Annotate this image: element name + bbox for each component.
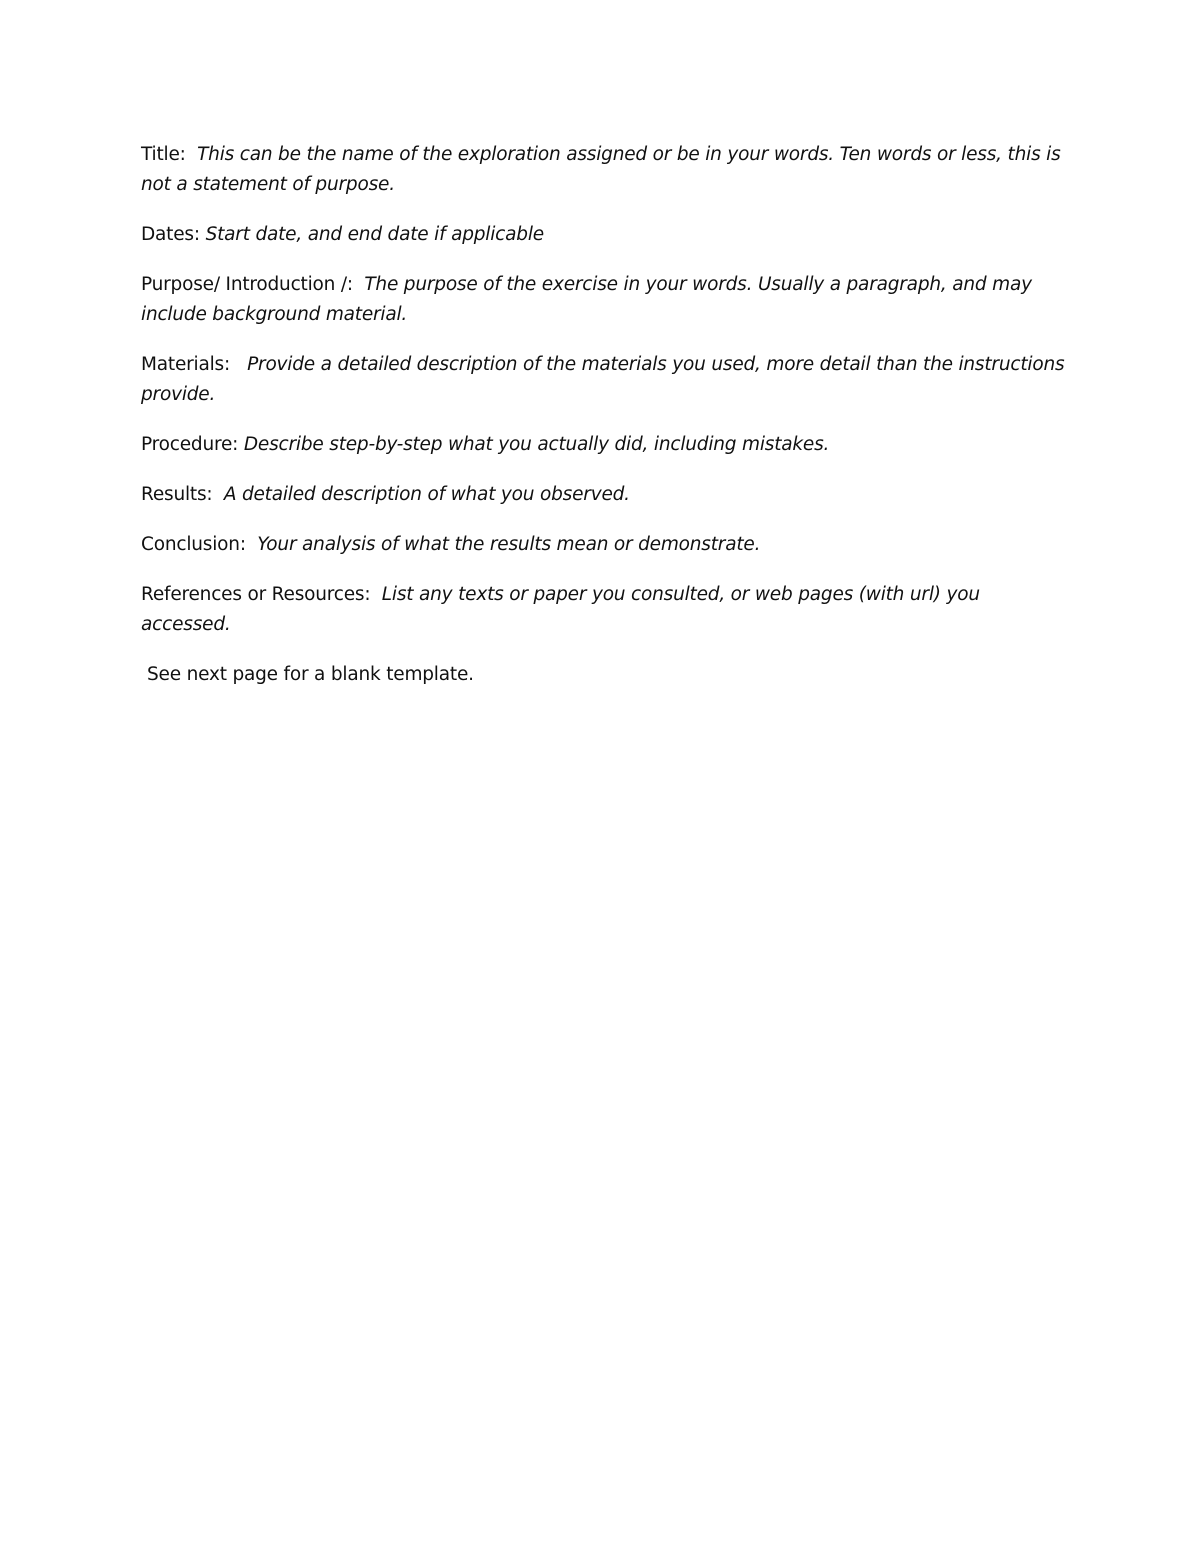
- section-description: Your analysis of what the results mean or demonstrate.: [257, 534, 761, 555]
- section-description: A detailed description of what you observed.: [223, 484, 630, 505]
- section-description: Provide a detailed description of the materials you used, more detail than the instructions provide.: [141, 354, 1065, 405]
- section-label: Conclusion:: [141, 534, 246, 555]
- section-dates: [141, 220, 1066, 250]
- section-references: [141, 580, 1066, 640]
- section-description: Start date, and end date if applicable: [205, 224, 544, 245]
- section-results: [141, 480, 1066, 510]
- section-conclusion: [141, 530, 1066, 560]
- section-title: [141, 140, 1066, 200]
- section-label: References or Resources:: [141, 584, 371, 605]
- section-materials: [141, 350, 1066, 410]
- section-description: Describe step-by-step what you actually did, including mistakes.: [243, 434, 830, 455]
- section-label: Results:: [141, 484, 213, 505]
- section-label: Title:: [141, 144, 186, 165]
- section-description: This can be the name of the exploration assigned or be in your words. Ten words or less, this is not a statement of purpose.: [141, 144, 1061, 195]
- section-purpose: [141, 270, 1066, 330]
- footer-note: See next page for a blank template.: [147, 664, 474, 685]
- section-label: Dates:: [141, 224, 200, 245]
- section-label: Procedure:: [141, 434, 239, 455]
- section-label: Purpose/ Introduction /:: [141, 274, 353, 295]
- section-description: List any texts or paper you consulted, or web pages (with url) you accessed.: [141, 584, 980, 635]
- section-label: Materials:: [141, 354, 231, 375]
- section-description: The purpose of the exercise in your words. Usually a paragraph, and may include background material.: [141, 274, 1032, 325]
- document-body: [141, 140, 1066, 690]
- section-procedure: [141, 430, 1066, 460]
